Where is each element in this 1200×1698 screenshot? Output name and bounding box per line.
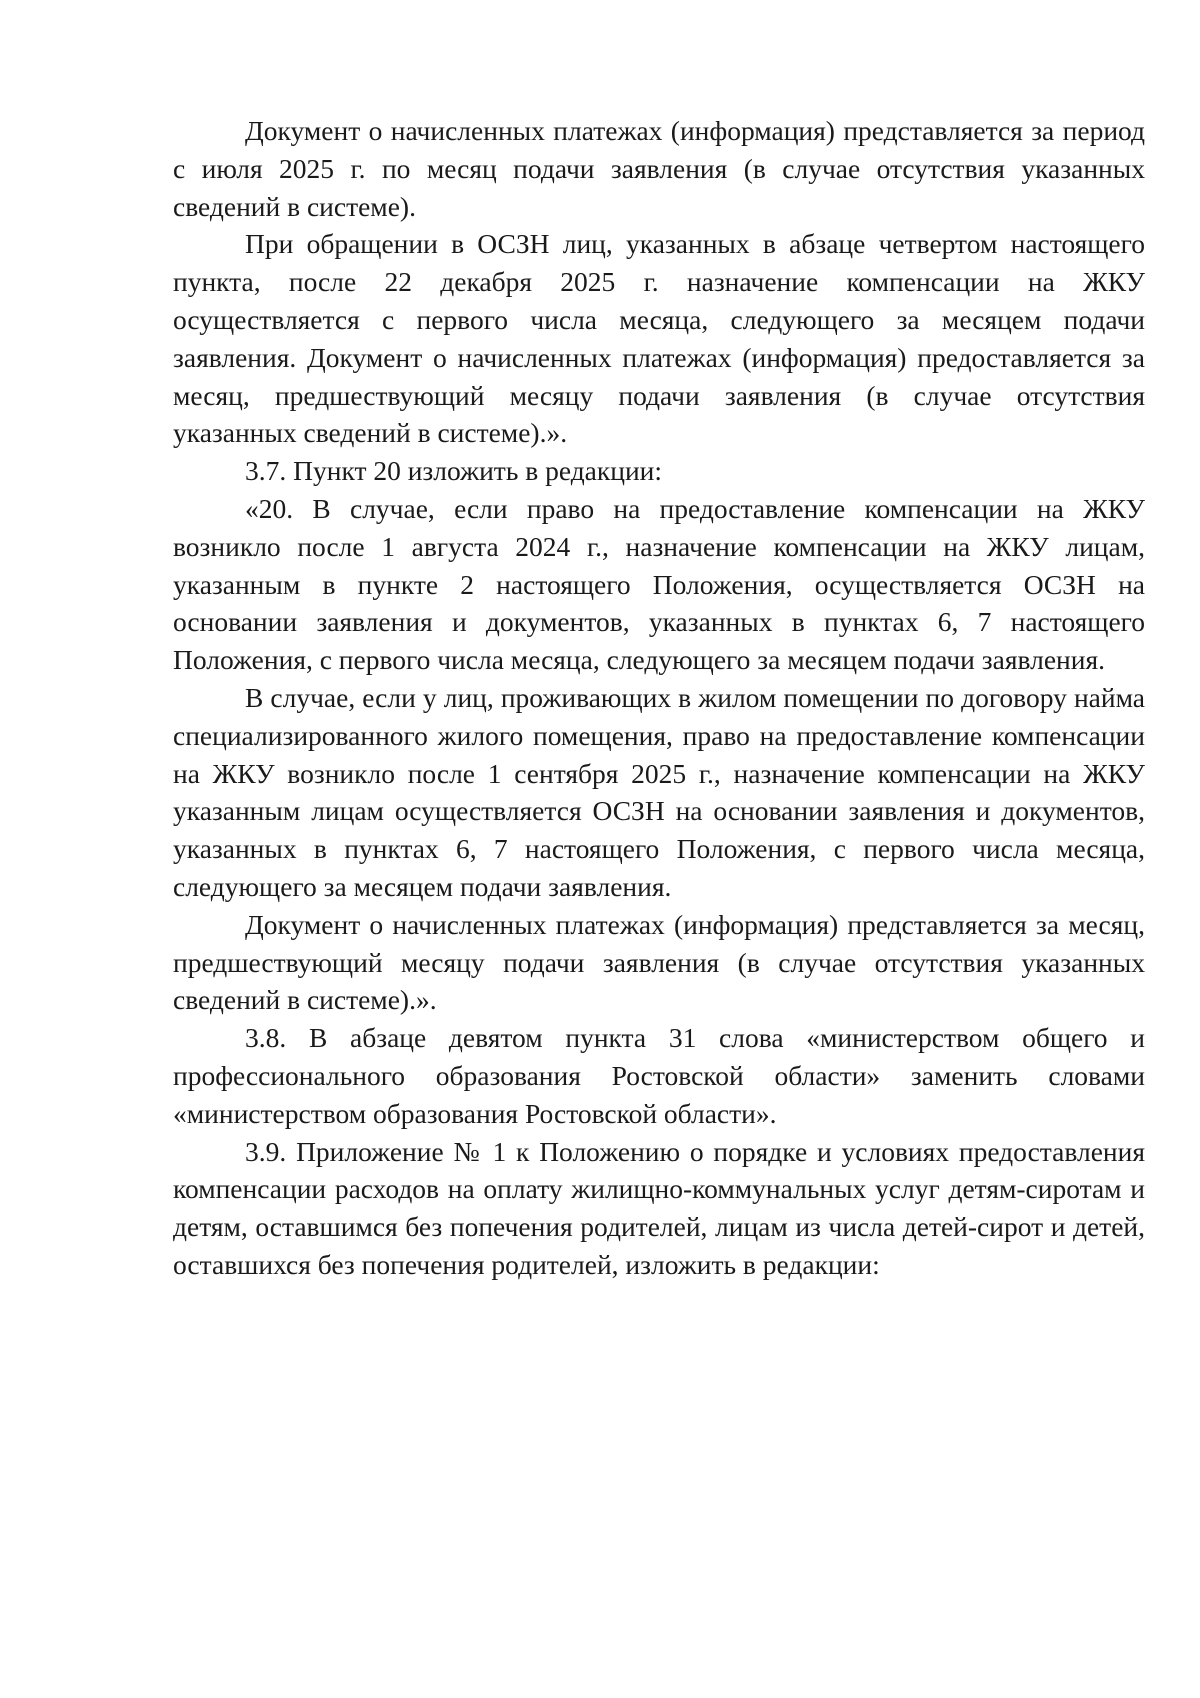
paragraph-item-3-8: 3.8. В абзаце девятом пункта 31 слова «министерством общего и профессионального образования Ростовской области» заменить словами «министерством образования Ростовской области». (173, 1022, 1145, 1129)
paragraph-payment-document-period: Документ о начисленных платежах (информация) представляется за период с июля 2025 г. по месяц подачи заявления (в случае отсутствия указанных сведений в системе). (173, 115, 1145, 222)
paragraph-point-20: «20. В случае, если право на предоставление компенсации на ЖКУ возникло после 1 августа 2024 г., назначение компенсации на ЖКУ лицам, указанным в пункте 2 настоящего Положения, осуществляется ОСЗН на основании заявления и документов, указанных в пунктах 6, 7 настоящего Положения, с первого числа месяца, следующего за месяцем подачи заявления. (173, 492, 1145, 676)
document-body (173, 112, 1145, 1284)
paragraph-item-3-7: 3.7. Пункт 20 изложить в редакции: (245, 455, 663, 487)
paragraph-specialized-housing: В случае, если у лиц, проживающих в жилом помещении по договору найма специализированного жилого помещения, право на предоставление компенсации на ЖКУ возникло после 1 сентября 2025 г., назначение компенсации на ЖКУ указанным лицам осуществляется ОСЗН на основании заявления и документов, указанных в пунктах 6, 7 настоящего Положения, с первого числа месяца, следующего за месяцем подачи заявления. (173, 681, 1145, 902)
paragraph-appeal-after-december: При обращении в ОСЗН лиц, указанных в абзаце четвертом настоящего пункта, после 22 декабря 2025 г. назначение компенсации на ЖКУ осуществляется с первого числа месяца, следующего за месяцем подачи заявления. Документ о начисленных платежах (информация) предоставляется за месяц, предшествующий месяцу подачи заявления (в случае отсутствия указанных сведений в системе).». (173, 228, 1145, 449)
paragraph-item-3-9: 3.9. Приложение № 1 к Положению о порядке и условиях предоставления компенсации расходов на оплату жилищно-коммунальных услуг детям-сиротам и детям, оставшимся без попечения родителей, лицам из числа детей-сирот и детей, оставшихся без попечения родителей, изложить в редакции: (173, 1135, 1145, 1280)
paragraph-payment-document-month: Документ о начисленных платежах (информация) представляется за месяц, предшествующий месяцу подачи заявления (в случае отсутствия указанных сведений в системе).». (173, 908, 1145, 1016)
